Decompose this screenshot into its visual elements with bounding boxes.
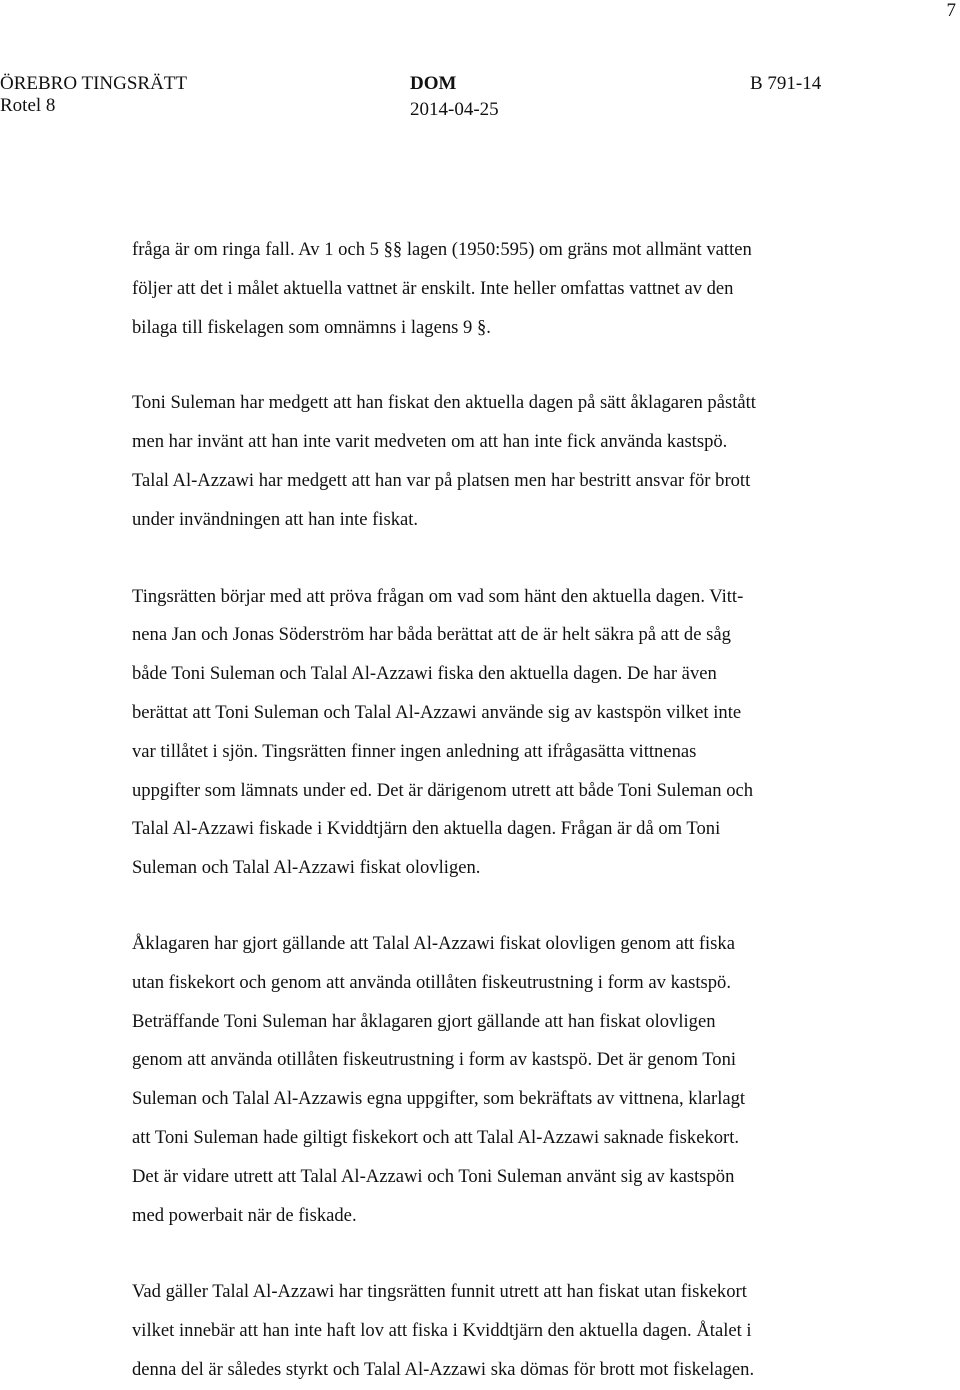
text-line: Suleman och Talal Al-Azzawis egna uppgifter, som bekräftats av vittnena, klarlagt (132, 1088, 746, 1110)
text-line: Tingsrätten börjar med att pröva frågan om vad som hänt den aktuella dagen. Vitt- (132, 585, 744, 607)
paragraph-legal-basis (132, 231, 887, 347)
text-line: genom att använda otillåten fiskeutrustning i form av kastspö. Det är genom Toni (132, 1049, 737, 1071)
text-line: var tillåtet i sjön. Tingsrätten finner ingen anledning att ifrågasätta vittnenas (132, 740, 697, 762)
paragraph-defendant-positions (132, 384, 887, 539)
text-line: berättat att Toni Suleman och Talal Al-Azzawi använde sig av kastspön vilket inte (132, 701, 742, 723)
paragraph-conclusion (132, 1273, 887, 1389)
court-name: ÖREBRO TINGSRÄTT (0, 73, 188, 94)
text-line: Vad gäller Talal Al-Azzawi har tingsrätten funnit utrett att han fiskat utan fiskekort (132, 1281, 747, 1303)
text-line: men har invänt att han inte varit medveten om att han inte fick använda kastspö. (132, 431, 728, 453)
text-line: fråga är om ringa fall. Av 1 och 5 §§ lagen (1950:595) om gräns mot allmänt vatten (132, 239, 752, 260)
document-body (132, 231, 887, 1390)
text-line: Åklagaren har gjort gällande att Talal Al-Azzawi fiskat olovligen genom att fiska (132, 932, 735, 954)
text-line: följer att det i målet aktuella vattnet är enskilt. Inte heller omfattas vattnet av den (132, 277, 734, 299)
text-line: denna del är således styrkt och Talal Al-Azzawi ska dömas för brott mot fiskelagen. (132, 1358, 755, 1380)
document-type: DOM (410, 73, 457, 94)
text-line: Beträffande Toni Suleman har åklagaren gjort gällande att han fiskat olovligen (132, 1010, 716, 1032)
department: Rotel 8 (0, 95, 56, 116)
text-line: vilket innebär att han inte haft lov att fiska i Kviddtjärn den aktuella dagen. Åtalet i (132, 1320, 752, 1342)
text-line: Toni Suleman har medgett att han fiskat den aktuella dagen på sätt åklagaren påstått (132, 392, 756, 414)
text-line: utan fiskekort och genom att använda otillåten fiskeutrustning i form av kastspö. (132, 971, 731, 993)
text-line: uppgifter som lämnats under ed. Det är därigenom utrett att både Toni Suleman och (132, 779, 754, 801)
text-line: både Toni Suleman och Talal Al-Azzawi fiska den aktuella dagen. De har även (132, 663, 717, 685)
text-line: bilaga till fiskelagen som omnämns i lagens 9 §. (132, 316, 491, 338)
case-number: B 791-14 (750, 73, 822, 94)
text-line: Det är vidare utrett att Talal Al-Azzawi och Toni Suleman använt sig av kastspön (132, 1165, 735, 1187)
text-line: Suleman och Talal Al-Azzawi fiskat olovligen. (132, 857, 481, 879)
paragraph-prosecutor-claims (132, 925, 887, 1235)
text-line: med powerbait när de fiskade. (132, 1204, 357, 1226)
page-number: 7 (946, 0, 956, 21)
paragraph-court-assessment (132, 578, 887, 888)
text-line: nena Jan och Jonas Söderström har båda berättat att de är helt säkra på att de såg (132, 624, 731, 646)
text-line: att Toni Suleman hade giltigt fiskekort och att Talal Al-Azzawi saknade fiskekort. (132, 1126, 740, 1148)
text-line: Talal Al-Azzawi fiskade i Kviddtjärn den aktuella dagen. Frågan är då om Toni (132, 818, 721, 840)
text-line: Talal Al-Azzawi har medgett att han var på platsen men har bestritt ansvar för brott (132, 469, 751, 491)
document-date: 2014-04-25 (410, 99, 499, 120)
text-line: under invändningen att han inte fiskat. (132, 508, 419, 530)
